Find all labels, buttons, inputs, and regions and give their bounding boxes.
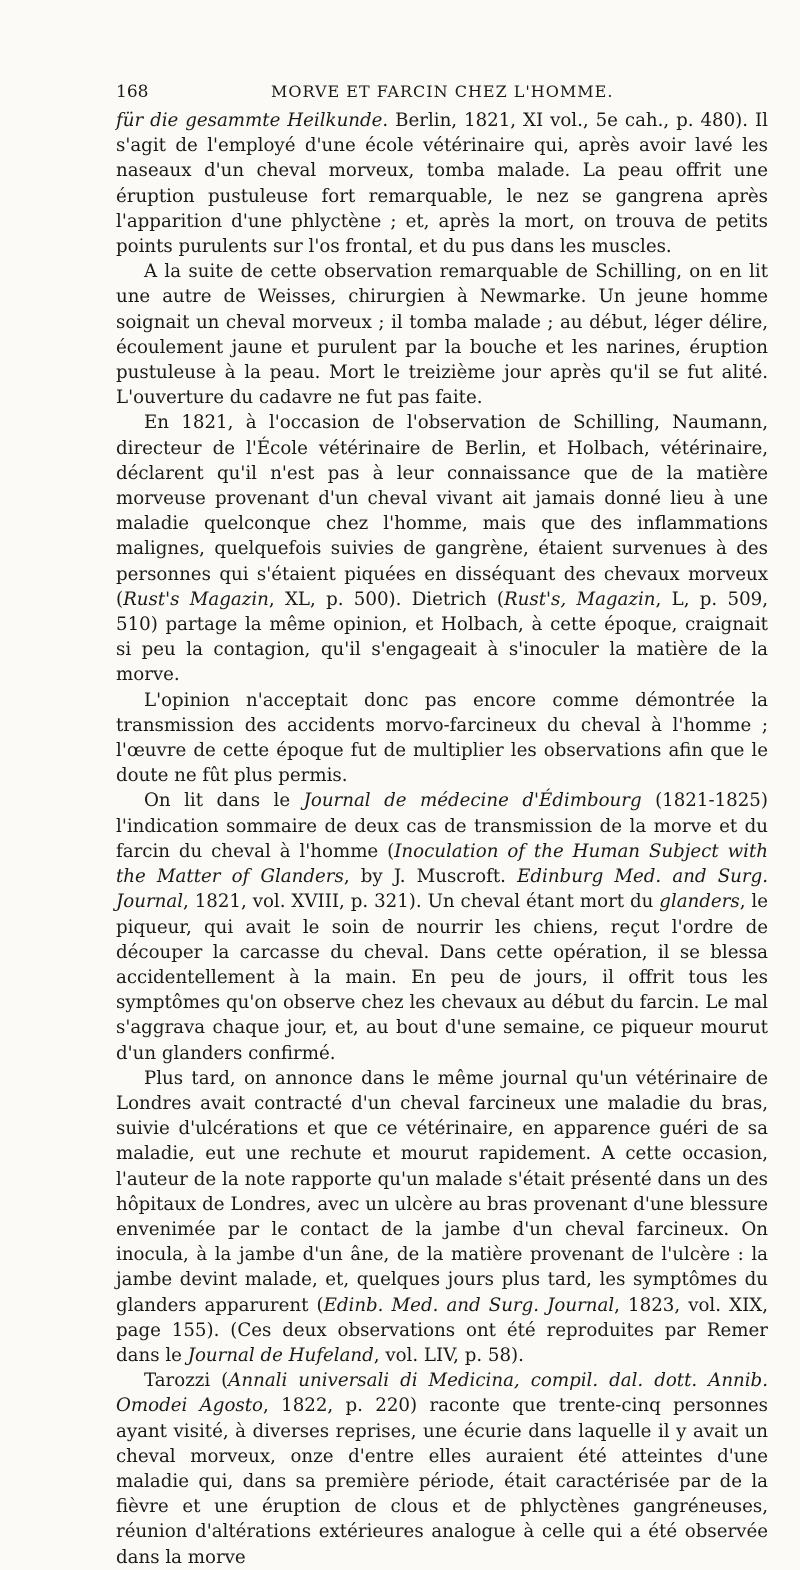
text-run: , XL, p. 500). Dietrich (: [268, 588, 504, 610]
text-run: En 1821, à l'occasion de l'observation de Schilling, Naumann, directeur de l'École vétérinaire de Berlin, et Holbach, vétérinaire, déclarent qu'il n'est pas à leur connaissance que de la matière morveuse provenant d'un cheval vivant ait jamais donné lieu à une maladie quelconque chez l'homme, mais que des inflammations malignes, quelquefois suivies de gangrène, étaient survenues à des personnes qui s'étaient piquées en disséquant des chevaux morveux (: [116, 412, 768, 610]
paragraph: [116, 688, 768, 789]
text-run: Plus tard, on annonce dans le même journal qu'un vétérinaire de Londres avait contracté d'un cheval farcineux une maladie du bras, suivie d'ulcérations et que ce vétérinaire, en apparence guéri de sa maladie, eut une rechute et mourut rapidement. A cette occasion, l'auteur de la note rapporte qu'un malade s'était présenté dans un des hôpitaux de Londres, avec un ulcère au bras provenant d'une blessure envenimée par le contact de la jambe d'un cheval farcineux. On inocula, à la jambe d'un âne, de la matière provenant de l'ulcère : la jambe devint malade, et, quelques jours plus tard, les symptômes du glanders apparurent (: [116, 1067, 768, 1316]
text-run: A la suite de cette observation remarquable de Schilling, on en lit une autre de Weisses, chirurgien à Newmarke. Un jeune homme soignait un cheval morveux ; il tomba malade ; au début, léger délire, écoulement jaune et purulent par la bouche et les narines, éruption pustuleuse à la peau. Mort le treizième jour après qu'il se fut alité. L'ouverture du cadavre ne fut pas faite.: [116, 261, 768, 409]
text-run: , le piqueur, qui avait le soin de nourrir les chiens, reçut l'ordre de découper la carcasse du cheval. Dans cette opération, il se blessa accidentellement à la main. En peu de jours, il offrit tous les symptômes qu'on observe chez les chevaux au début du farcin. Le mal s'aggrava chaque jour, et, au bout d'une semaine, ce piqueur mourut d'un glanders confirmé.: [116, 891, 768, 1064]
running-title: MORVE ET FARCIN CHEZ L'HOMME.: [271, 82, 614, 101]
italic-text: Inoculation of the Human Subject with the Matter of Glanders: [116, 840, 768, 888]
paragraph: [116, 259, 768, 410]
text-run: L'opinion n'acceptait donc pas encore comme démontrée la transmission des accidents morvo-farcineux du cheval à l'homme ; l'œuvre de cette époque fut de multiplier les observations afin que le doute ne fût plus permis.: [116, 689, 768, 787]
text-run: , 1821, vol. XVIII, p. 321). Un cheval étant mort du: [183, 891, 660, 913]
text-run: (1821-1825) l'indication sommaire de deux cas de transmission de la morve et du farcin du cheval à l'homme (: [116, 790, 768, 862]
paragraph: [116, 788, 768, 1065]
italic-text: Rust's, Magazin: [503, 588, 656, 610]
paragraph: [116, 1066, 768, 1368]
italic-text: Journal de Hufeland: [187, 1344, 374, 1366]
italic-text: Annali universali di Medicina, compil. dal. dott. Annib. Omodei Agosto: [116, 1370, 768, 1417]
text-run: , by J. Muscroft.: [343, 866, 518, 888]
text-run: , vol. LIV, p. 58).: [373, 1344, 524, 1366]
text-run: , 1822, p. 220) raconte que trente-cinq personnes ayant visité, à diverses reprises, une écurie dans laquelle il y avait un cheval morveux, onze d'entre elles auraient été atteintes d'une maladie qui, dans sa première période, était caractérisée par de la fièvre et une éruption de clous et de phlyctènes gangréneuses, réunion d'altérations extérieures analogue à celle qui a été observée dans la morve: [116, 1395, 769, 1568]
italic-text: Journal de médecine d'Édimbourg: [303, 790, 642, 812]
paragraph: [116, 410, 768, 687]
italic-text: glanders: [659, 891, 740, 913]
text-run: , L, p. 509, 510) partage la même opinion, et Holbach, à cette époque, craignait si peu la contagion, qu'il s'engageait à s'inoculer la matière de la morve.: [116, 588, 769, 686]
text-run: On lit dans le: [144, 790, 304, 812]
italic-text: Edinb. Med. and Surg. Journal: [323, 1294, 615, 1316]
body-text: [116, 108, 768, 1570]
text-run: . Berlin, 1821, XI vol., 5e cah., p. 480). Il s'agit de l'employé d'une école vétérinaire qui, après avoir lavé les naseaux d'un cheval morveux, tomba malade. La peau offrit une éruption pustuleuse fort remarquable, le nez se gangrena après l'apparition d'une phlyctène ; et, après la mort, on trouva de petits points purulents sur l'os frontal, et du pus dans les muscles.: [116, 110, 768, 258]
text-run: , 1823, vol. XIX, page 155). (Ces deux observations ont été reproduites par Remer dans le: [116, 1294, 768, 1366]
paragraph: [116, 1368, 768, 1570]
italic-text: Rust's Magazin: [123, 588, 269, 610]
page-number: 168: [116, 82, 149, 102]
page-header: [116, 82, 766, 108]
paragraph: [116, 108, 768, 259]
italic-text: Edinburg Med. and Surg. Journal: [116, 866, 769, 913]
italic-text: für die gesammte Heilkunde: [116, 110, 383, 131]
text-run: Tarozzi (: [144, 1370, 229, 1392]
